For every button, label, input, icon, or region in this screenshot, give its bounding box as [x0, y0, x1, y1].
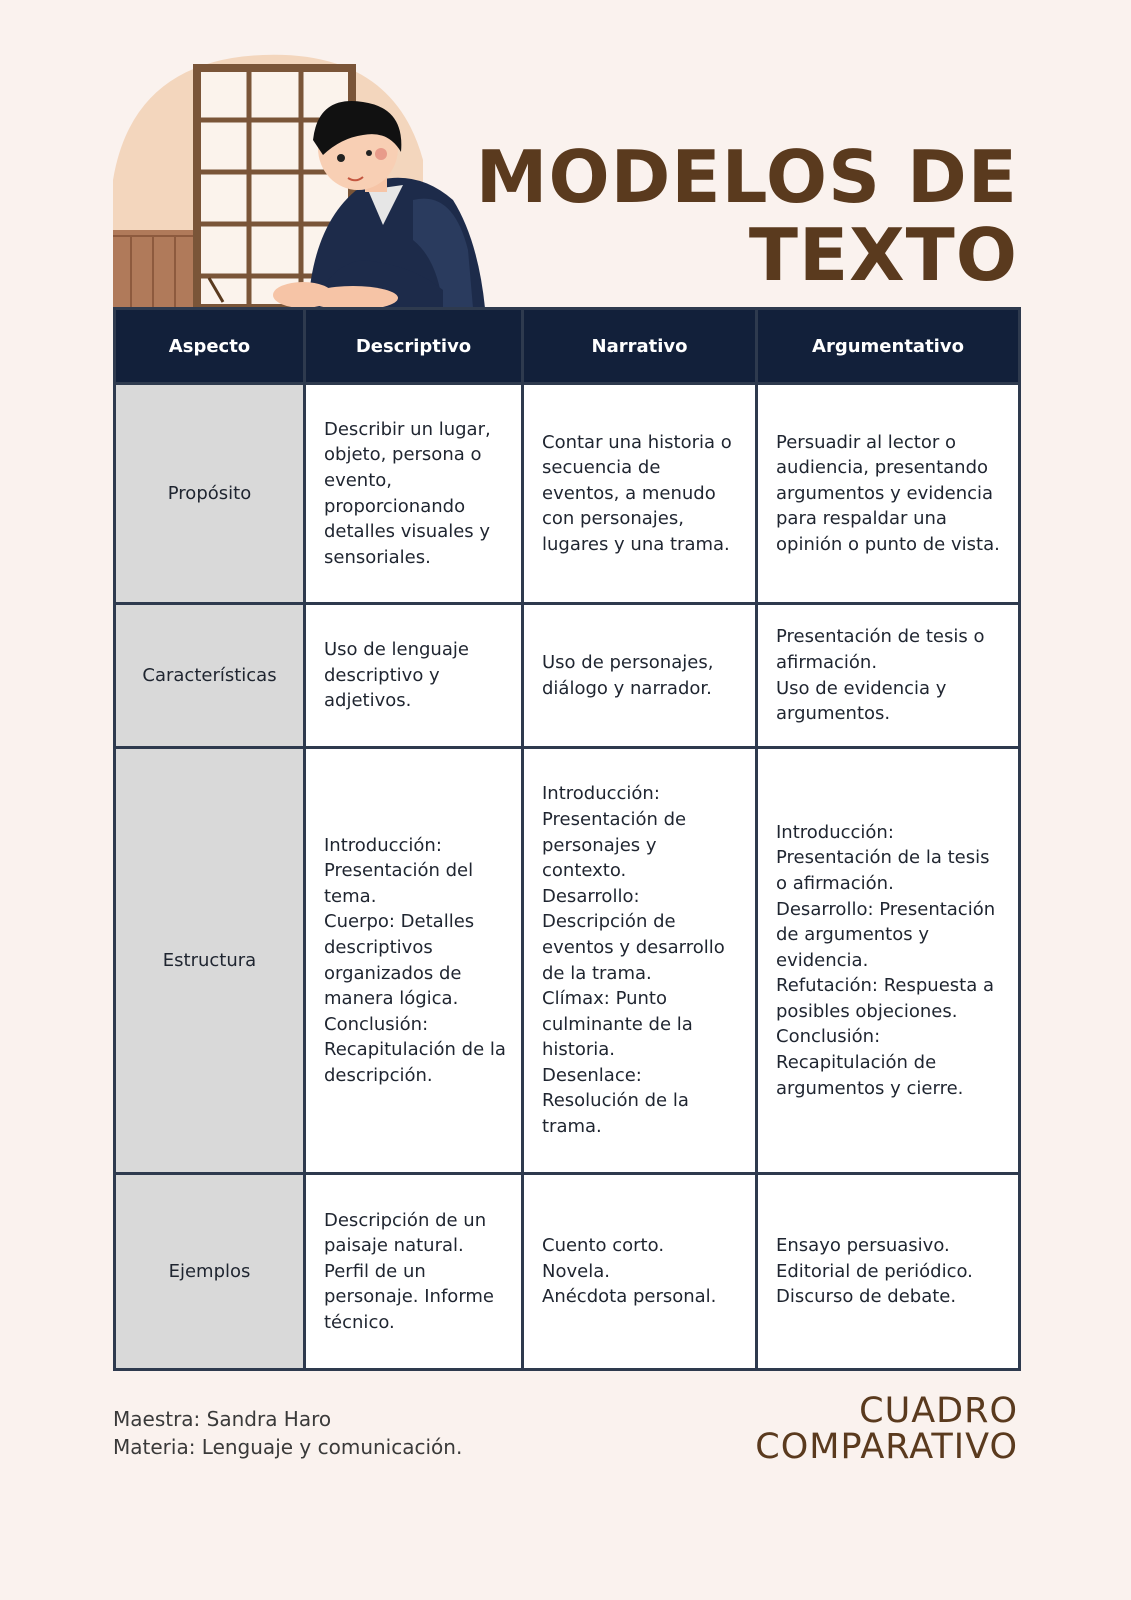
- argumentativo-cell: [757, 604, 1020, 748]
- table-row: [115, 384, 1020, 604]
- argumentativo-cell: [757, 748, 1020, 1174]
- narrativo-cell: [523, 1174, 757, 1370]
- aspect-cell: Estructura: [115, 748, 305, 1174]
- cell-line: Discurso de debate.: [776, 1286, 957, 1308]
- cell-line: Conclusión: Recapitulación de la descripción.: [324, 1013, 506, 1086]
- document-type-line-1: CUADRO: [859, 1391, 1018, 1431]
- title-line-1: MODELOS DE: [475, 135, 1018, 219]
- cell-line: Introducción: Presentación del tema.: [324, 834, 474, 907]
- cell-line: Cuerpo: Detalles descriptivos organizados de manera lógica.: [324, 911, 475, 1010]
- cell-line: Novela.: [542, 1260, 610, 1282]
- cell-line: Introducción: Presentación de personajes y contexto.: [542, 783, 687, 882]
- cell-line: Editorial de periódico.: [776, 1260, 973, 1282]
- descriptivo-cell: Descripción de un paisaje natural. Perfil de un personaje. Informe técnico.: [305, 1174, 523, 1370]
- cell-line: Anécdota personal.: [542, 1286, 717, 1308]
- cell-line: Conclusión: Recapitulación de argumentos y cierre.: [776, 1026, 964, 1099]
- argumentativo-cell: Persuadir al lector o audiencia, presentando argumentos y evidencia para respaldar una opinión o punto de vista.: [757, 384, 1020, 604]
- footer-info: [113, 1405, 462, 1461]
- cell-line: Refutación: Respuesta a posibles objeciones.: [776, 975, 994, 1022]
- table-row: [115, 604, 1020, 748]
- title-line-2: TEXTO: [748, 213, 1018, 297]
- narrativo-cell: Contar una historia o secuencia de eventos, a menudo con personajes, lugares y una trama.: [523, 384, 757, 604]
- aspect-cell: Características: [115, 604, 305, 748]
- teacher-name: Maestra: Sandra Haro: [113, 1407, 332, 1431]
- cell-line: Clímax: Punto culminante de la historia.: [542, 988, 693, 1061]
- table-header-row: [115, 309, 1020, 384]
- cell-line: Desarrollo: Descripción de eventos y desarrollo de la trama.: [542, 885, 725, 984]
- header-narrativo: Narrativo: [523, 309, 757, 384]
- header-argumentativo: Argumentativo: [757, 309, 1020, 384]
- student-writing-illustration: [113, 50, 493, 308]
- document-type: [755, 1393, 1018, 1465]
- header-aspecto: Aspecto: [115, 309, 305, 384]
- table-row: [115, 1174, 1020, 1370]
- aspect-cell: Propósito: [115, 384, 305, 604]
- comparison-table: [113, 307, 1021, 1371]
- header-descriptivo: Descriptivo: [305, 309, 523, 384]
- narrativo-cell: Uso de personajes, diálogo y narrador.: [523, 604, 757, 748]
- narrativo-cell: [523, 748, 757, 1174]
- aspect-cell: Ejemplos: [115, 1174, 305, 1370]
- descriptivo-cell: Describir un lugar, objeto, persona o evento, proporcionando detalles visuales y sensoriales.: [305, 384, 523, 604]
- descriptivo-cell: Uso de lenguaje descriptivo y adjetivos.: [305, 604, 523, 748]
- cell-line: Desenlace: Resolución de la trama.: [542, 1064, 689, 1138]
- page-title: [475, 135, 1018, 297]
- argumentativo-cell: [757, 1174, 1020, 1370]
- cell-line: Ensayo persuasivo.: [776, 1235, 950, 1257]
- cell-line: Uso de evidencia y argumentos.: [776, 677, 947, 725]
- cell-line: Presentación de tesis o afirmación.: [776, 626, 985, 673]
- cell-line: Introducción: Presentación de la tesis o afirmación.: [776, 821, 990, 894]
- subject-name: Materia: Lenguaje y comunicación.: [113, 1435, 463, 1459]
- cell-line: Cuento corto.: [542, 1235, 665, 1257]
- cell-line: Desarrollo: Presentación de argumentos y evidencia.: [776, 898, 996, 971]
- document-type-line-2: COMPARATIVO: [755, 1427, 1018, 1467]
- descriptivo-cell: [305, 748, 523, 1174]
- table-row: [115, 748, 1020, 1174]
